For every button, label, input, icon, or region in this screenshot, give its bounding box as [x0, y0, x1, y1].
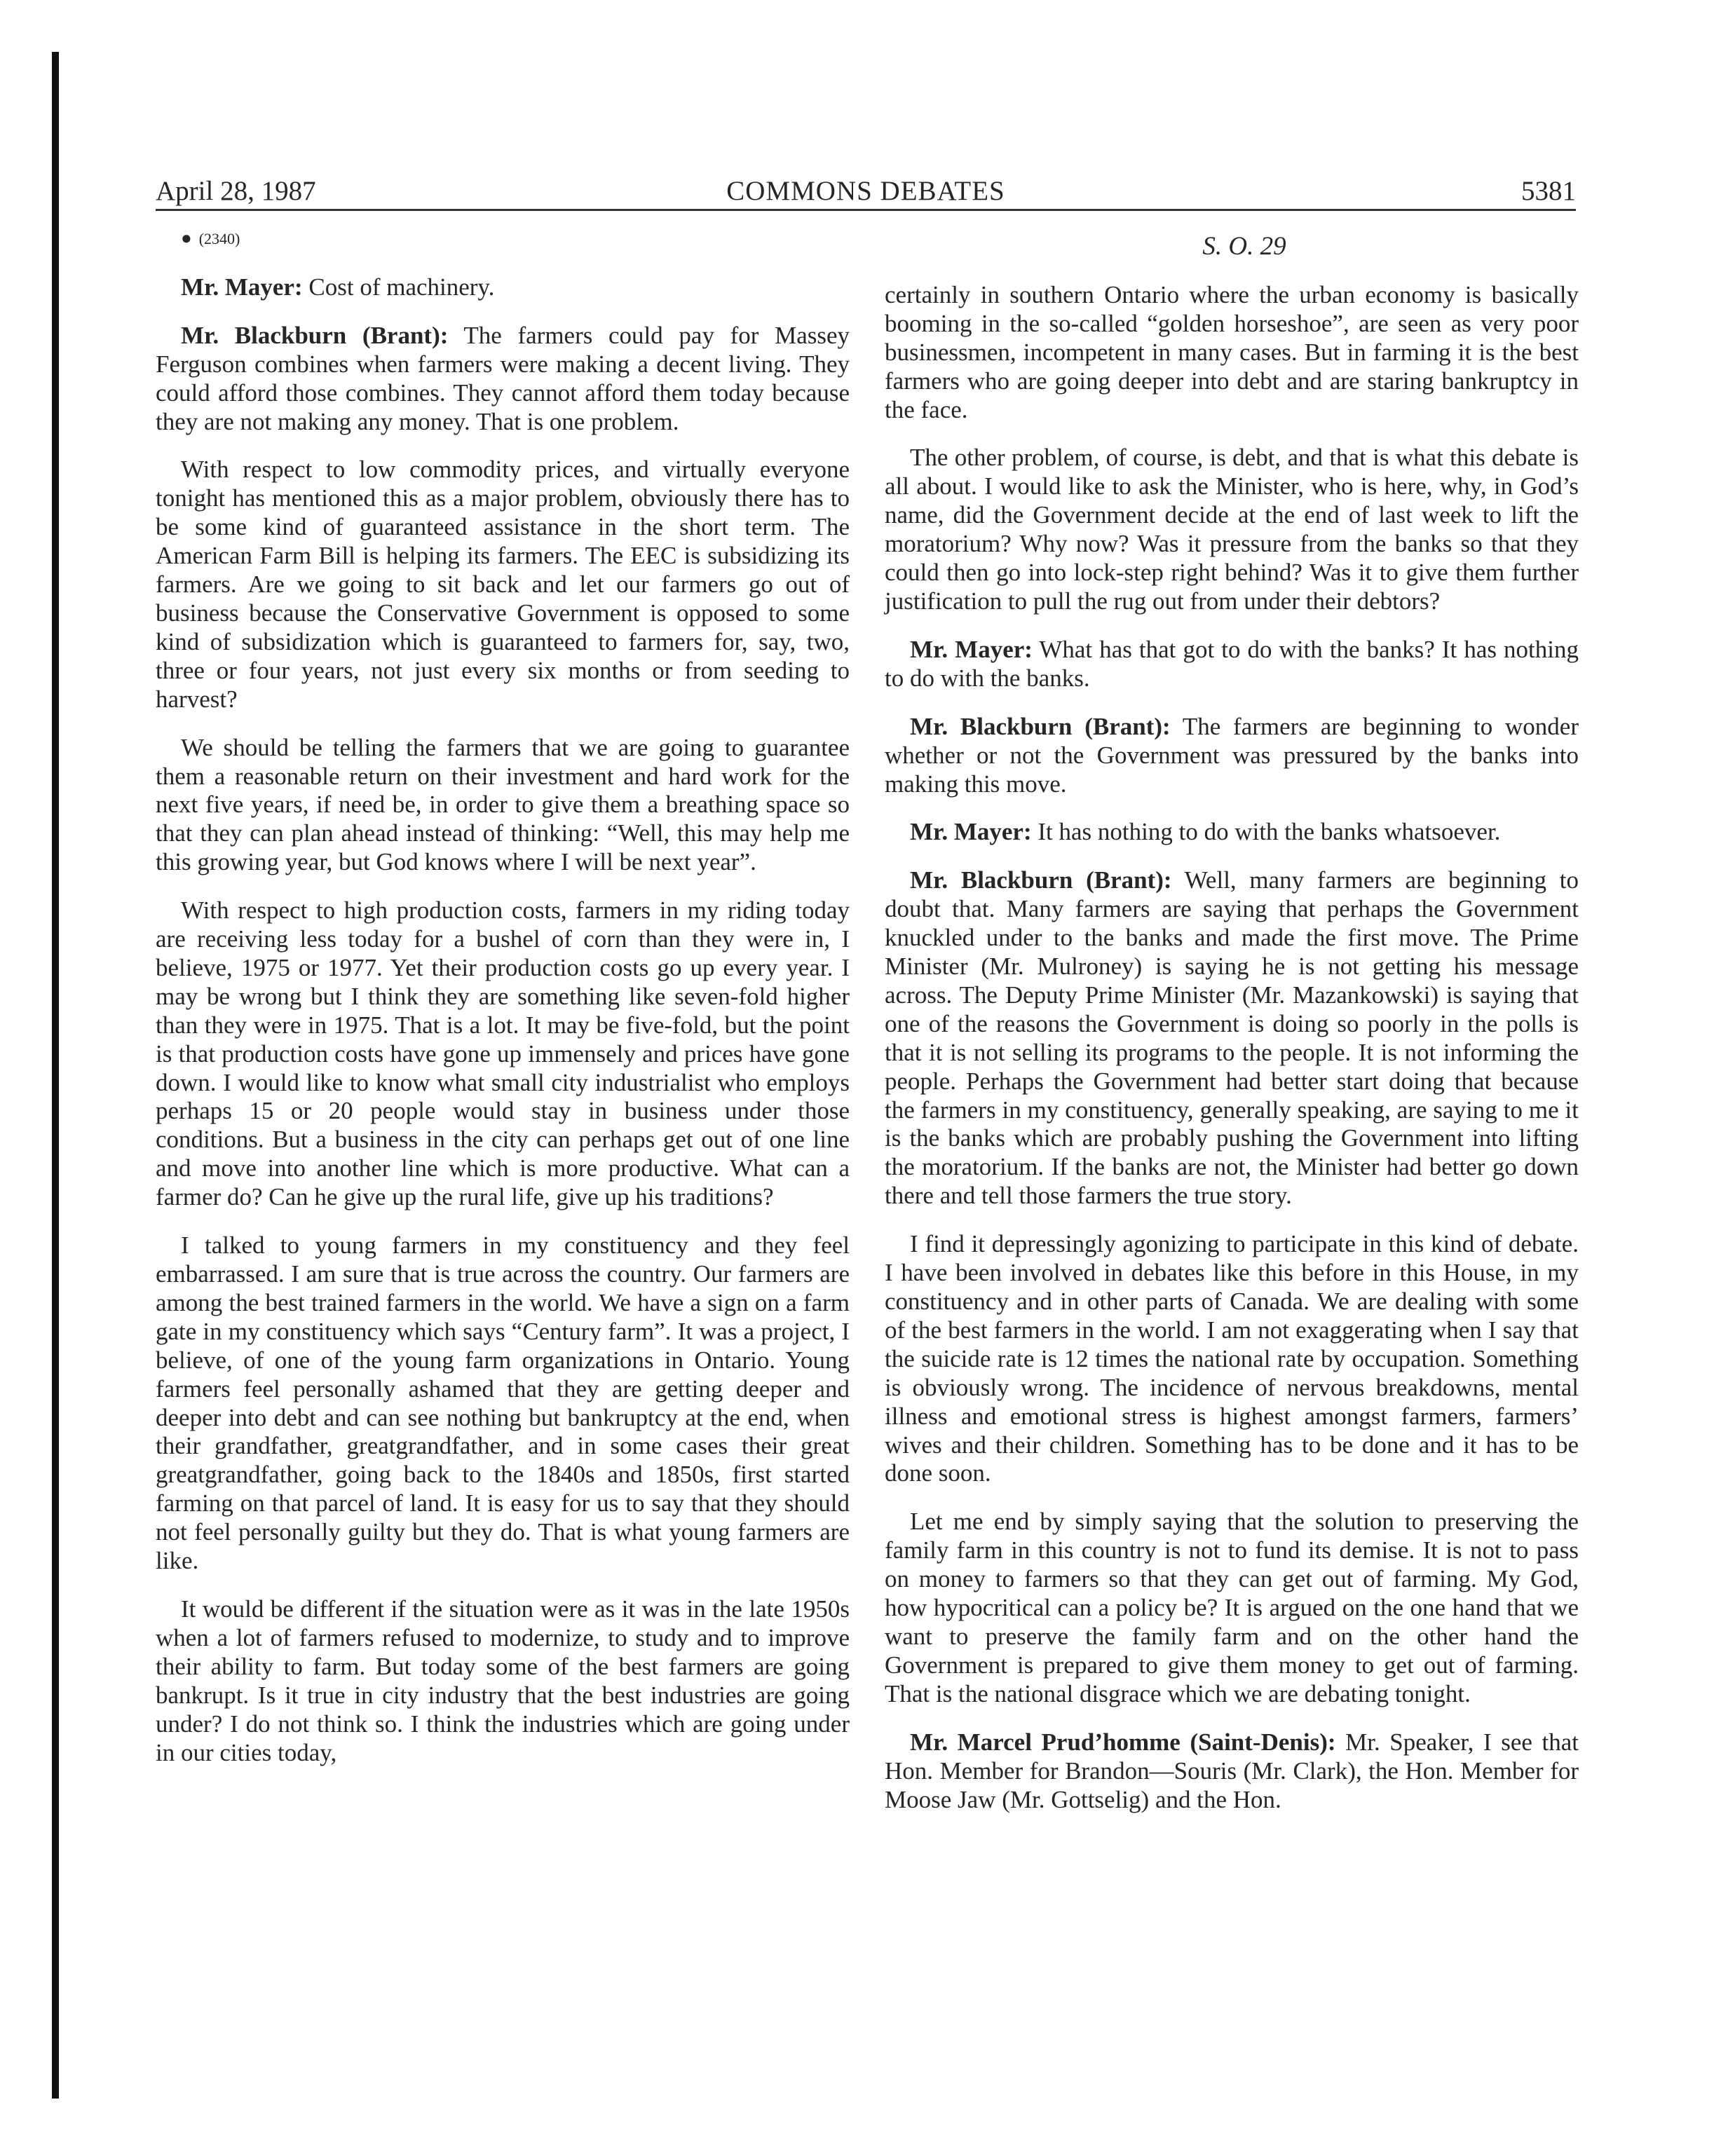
paragraph — [156, 322, 850, 437]
paragraph-text: The other problem, of course, is debt, and that is what this debate is all about. I would like to ask the Minister, who is here, why, in God’s name, did the Government decide at the end of last week to lift the moratorium? Why now? Was it pressure from the banks so that they could then go into lock-step right behind? Was it to give them further justification to pull the rug out from under their debtors? — [885, 444, 1579, 615]
paragraph — [156, 456, 850, 714]
left-column — [156, 224, 850, 1787]
header-date: April 28, 1987 — [156, 176, 316, 206]
header-title: COMMONS DEBATES — [726, 176, 1005, 206]
paragraph-text: I talked to young farmers in my constituency and they feel embarrassed. I am sure that is true across the country. Our farmers are among the best trained farmers in the world. We have a sign on a farm gate in my constituency which says “Century farm”. It was a project, I believe, of one of the young farm organizations in Ontario. Young farmers feel personally ashamed that they are getting deeper and deeper into debt and can see nothing but bankruptcy at the end, when their grandfather, greatgrandfather, and in some cases their great greatgrandfather, going back to the 1840s and 1850s, first started farming on that parcel of land. It is easy for us to say that they should not feel personally guilty but they do. That is what young farmers are like. — [156, 1231, 850, 1575]
paragraph-text: Cost of machinery. — [302, 273, 495, 301]
paragraph — [156, 734, 850, 878]
paragraph — [885, 636, 1579, 693]
paragraph-text: We should be telling the farmers that we are going to guarantee them a reasonable return on their investment and hard work for the next five years, if need be, in order to give them a breathing space so that they can plan ahead instead of thinking: “Well, this may help me this growing year, but God knows where I will be next year”. — [156, 733, 850, 876]
speaker-name: Mr. Blackburn (Brant): — [910, 866, 1172, 894]
paragraph-text: With respect to low commodity prices, and virtually everyone tonight has mentioned this as a major problem, obviously there has to be some kind of guaranteed assistance in the short term. The American Farm Bill is helping its farmers. The EEC is subsidizing its farmers. Are we going to sit back and let our farmers go out of business because the Conservative Government is opposed to some kind of subsidization which is guaranteed to farmers for, say, two, three or four years, not just every six months or from seeding to harvest? — [156, 456, 850, 713]
right-column — [885, 233, 1579, 1834]
header-page-number: 5381 — [1521, 176, 1576, 206]
paragraph-text: It has nothing to do with the banks whatsoever. — [1031, 818, 1501, 846]
paragraph-text: I find it depressingly agonizing to participate in this kind of debate. I have been involved in debates like this before in this House, in my constituency and in other parts of Canada. We are dealing with some of the best farmers in the world. I am not exaggerating when I say that the suicide rate is 12 times the national rate by occupation. Something is obviously wrong. The incidence of nervous breakdowns, mental illness and emotional stress is highest amongst farmers, farmers’ wives and their children. Something has to be done and it has to be done soon. — [885, 1230, 1579, 1487]
paragraph-text: Mr. Speaker, I see that Hon. Member for Brandon—Souris (Mr. Clark), the Hon. Member for Moose Jaw (Mr. Gottselig) and the Hon. — [885, 1728, 1579, 1813]
paragraph-text: Well, many farmers are beginning to doubt that. Many farmers are saying that perhaps the Government knuckled under to the banks and made the first move. The Prime Minister (Mr. Mulroney) is saying he is not getting his message across. The Deputy Prime Minister (Mr. Mazankowski) is saying that one of the reasons the Government is doing so poorly in the polls is that it is not selling its programs to the people. It is not informing the people. Perhaps the Government had better start doing that because the farmers in my constituency, generally speaking, are saying to me it is the banks which are probably pushing the Government into lifting the moratorium. If the banks are not, the Minister had better go down there and tell those farmers the true story. — [885, 866, 1579, 1210]
paragraph — [156, 1595, 850, 1767]
paragraph — [885, 713, 1579, 799]
paragraph — [156, 1231, 850, 1576]
paragraph-text: certainly in southern Ontario where the urban economy is basically booming in the so-called “golden horseshoe”, are seen as very poor businessmen, incompetent in many cases. But in farming it is the best farmers who are going deeper into debt and are staring bankruptcy in the face. — [885, 280, 1579, 423]
paragraph — [156, 896, 850, 1212]
paragraph-text: With respect to high production costs, farmers in my riding today are receiving less today for a bushel of corn than they were in, I believe, 1975 or 1977. Yet their production costs go up every year. I may be wrong but I think they are something like seven-fold higher than they were in 1975. That is a lot. It may be five-fold, but the point is that production costs have gone up immensely and prices have gone down. I would like to know what small city industrialist who employs perhaps 15 or 20 people would stay in business under those conditions. But a business in the city can perhaps get out of one line and move into another line which is more productive. What can a farmer do? Can he give up the rural life, give up his traditions? — [156, 896, 850, 1211]
standing-order-reference: S. O. 29 — [1202, 232, 1286, 261]
speaker-name: Mr. Blackburn (Brant): — [910, 712, 1171, 740]
speaker-name: Mr. Mayer: — [910, 635, 1033, 663]
speaker-name: Mr. Mayer: — [910, 818, 1032, 846]
paragraph — [885, 866, 1579, 1210]
paragraph — [885, 1508, 1579, 1708]
timecode-label: (2340) — [198, 230, 240, 247]
speaker-name: Mr. Mayer: — [181, 273, 303, 301]
paragraph-text: The farmers could pay for Massey Ferguson combines when farmers were making a decent living. They could afford those combines. They cannot afford them today because they are not making any money. That is one problem. — [156, 321, 850, 435]
paragraph — [885, 1728, 1579, 1815]
timecode — [156, 224, 850, 254]
paragraph — [885, 444, 1579, 615]
paragraph — [885, 1230, 1579, 1488]
paragraph — [885, 818, 1579, 847]
page-header — [156, 167, 1576, 211]
paragraph-text: The farmers are beginning to wonder whether or not the Government was pressured by the banks into making this move. — [885, 712, 1579, 798]
scan-edge-bar — [52, 52, 59, 2099]
paragraph-text: What has that got to do with the banks? It has nothing to do with the banks. — [885, 635, 1579, 692]
paragraph — [156, 273, 850, 302]
speaker-name: Mr. Marcel Prud’homme (Saint-Denis): — [910, 1728, 1336, 1756]
paragraph-text: Let me end by simply saying that the solution to preserving the family farm in this country is not to fund its demise. It is not to pass on money to farmers so that they can get out of farming. My God, how hypocritical can a policy be? It is argued on the one hand that we want to preserve the family farm and on the other hand the Government is prepared to give them money to get out of farming. That is the national disgrace which we are debating tonight. — [885, 1508, 1579, 1707]
paragraph — [885, 281, 1579, 425]
speaker-name: Mr. Blackburn (Brant): — [181, 321, 449, 349]
bullet-icon: ● — [181, 228, 192, 248]
paragraph-text: It would be different if the situation were as it was in the late 1950s when a lot of farmers refused to modernize, to study and to improve their ability to farm. But today some of the best farmers are going bankrupt. Is it true in city industry that the best industries are going under? I do not think so. I think the industries which are going under in our cities today, — [156, 1595, 850, 1766]
